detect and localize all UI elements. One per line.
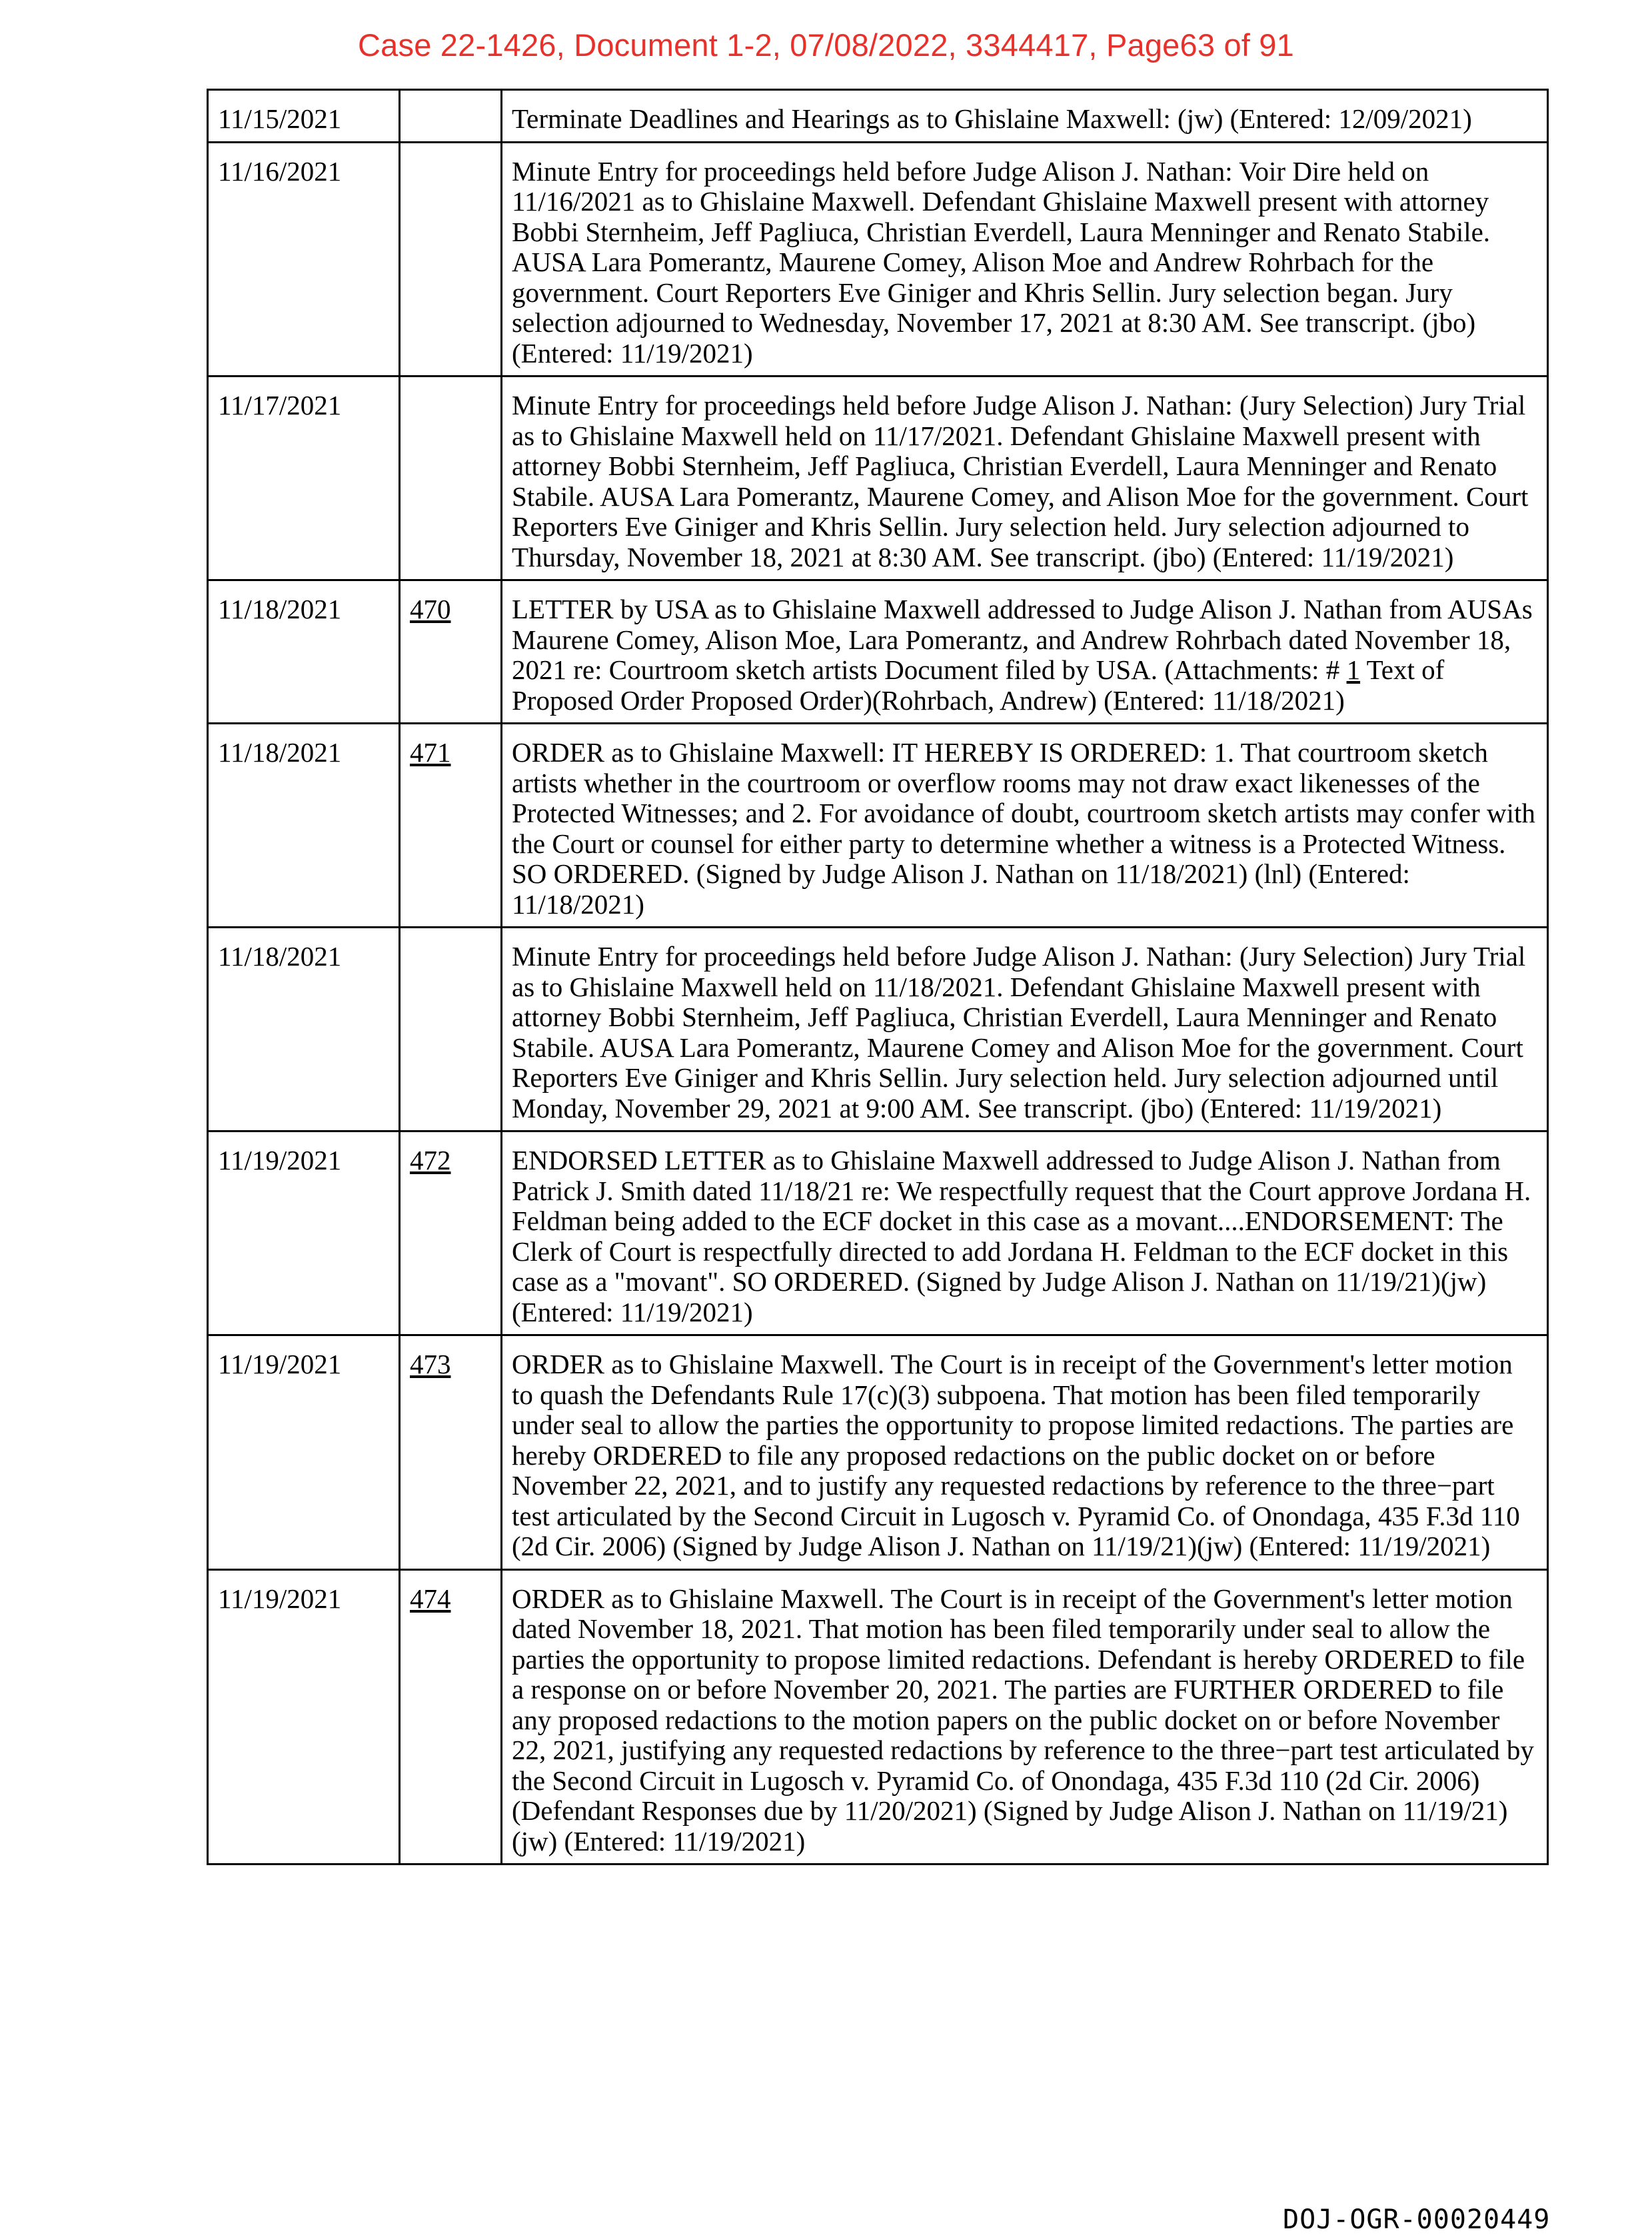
entry-number bbox=[400, 376, 502, 580]
document-link-470[interactable]: 470 bbox=[410, 594, 451, 624]
entry-number bbox=[400, 142, 502, 376]
entry-date: 11/18/2021 bbox=[208, 580, 400, 724]
entry-date: 11/18/2021 bbox=[208, 928, 400, 1131]
entry-date: 11/15/2021 bbox=[208, 90, 400, 143]
entry-text: ORDER as to Ghislaine Maxwell: IT HEREBY IS ORDERED: 1. That courtroom sketch artists whether in the courtroom or overflow rooms may not draw exact likenesses of the Protected Witnesses; and 2. For avoidance of doubt, courtroom sketch artists may confer with the Court or counsel for either party to determine whether a witness is a Protected Witness. SO ORDERED. (Signed by Judge Alison J. Nathan on 11/18/2021) (lnl) (Entered: 11/18/2021) bbox=[502, 724, 1548, 928]
entry-text-part: LETTER by USA as to Ghislaine Maxwell addressed to Judge Alison J. Nathan from AUSAs Maurene Comey, Alison Moe, Lara Pomerantz, and Andrew Rohrbach dated November 18, 2021 re: Courtroom sketch artists Document filed by USA. (Attachments: # bbox=[512, 594, 1533, 685]
docket-entry-row bbox=[208, 1569, 1548, 1864]
entry-text bbox=[502, 580, 1548, 724]
entry-date: 11/16/2021 bbox=[208, 142, 400, 376]
docket-entry-row bbox=[208, 928, 1548, 1131]
entry-number bbox=[400, 580, 502, 724]
entry-date: 11/19/2021 bbox=[208, 1569, 400, 1864]
entry-text: ENDORSED LETTER as to Ghislaine Maxwell addressed to Judge Alison J. Nathan from Patrick J. Smith dated 11/18/21 re: We respectfully request that the Court approve Jordana H. Feldman being added to the ECF docket in this case as a movant....ENDORSEMENT: The Clerk of Court is respectfully directed to add Jordana H. Feldman to the ECF docket in this case as a "movant". SO ORDERED. (Signed by Judge Alison J. Nathan on 11/19/21)(jw) (Entered: 11/19/2021) bbox=[502, 1131, 1548, 1335]
entry-date: 11/17/2021 bbox=[208, 376, 400, 580]
docket-entry-row bbox=[208, 1131, 1548, 1335]
docket-entry-row bbox=[208, 1335, 1548, 1570]
docket-table bbox=[207, 89, 1549, 1865]
entry-number bbox=[400, 1569, 502, 1864]
docket-entry-row bbox=[208, 142, 1548, 376]
document-link-473[interactable]: 473 bbox=[410, 1349, 451, 1379]
case-header: Case 22-1426, Document 1-2, 07/08/2022, 3344417, Page63 of 91 bbox=[358, 27, 1294, 63]
entry-number bbox=[400, 1335, 502, 1570]
entry-date: 11/18/2021 bbox=[208, 724, 400, 928]
entry-text-part: Text of Proposed Order Proposed Order)(Rohrbach, Andrew) (Entered: 11/18/2021) bbox=[512, 654, 1445, 716]
document-link-472[interactable]: 472 bbox=[410, 1145, 451, 1175]
docket-entry-row bbox=[208, 90, 1548, 143]
docket-entry-row bbox=[208, 724, 1548, 928]
entry-number bbox=[400, 724, 502, 928]
attachment-link-1[interactable]: 1 bbox=[1346, 654, 1361, 685]
entry-number bbox=[400, 928, 502, 1131]
entry-text: Minute Entry for proceedings held before Judge Alison J. Nathan: (Jury Selection) Jury Trial as to Ghislaine Maxwell held on 11/17/2021. Defendant Ghislaine Maxwell present with attorney Bobbi Sternheim, Jeff Pagliuca, Christian Everdell, Laura Menninger and Renato Stabile. AUSA Lara Pomerantz, Maurene Comey, and Alison Moe for the government. Court Reporters Eve Giniger and Khris Sellin. Jury selection held. Jury selection adjourned to Thursday, November 18, 2021 at 8:30 AM. See transcript. (jbo) (Entered: 11/19/2021) bbox=[502, 376, 1548, 580]
entry-text: Minute Entry for proceedings held before Judge Alison J. Nathan: Voir Dire held on 11/16/2021 as to Ghislaine Maxwell. Defendant Ghislaine Maxwell present with attorney Bobbi Sternheim, Jeff Pagliuca, Christian Everdell, Laura Menninger and Renato Stabile. AUSA Lara Pomerantz, Maurene Comey, Alison Moe and Andrew Rohrbach for the government. Court Reporters Eve Giniger and Khris Sellin. Jury selection began. Jury selection adjourned to Wednesday, November 17, 2021 at 8:30 AM. See transcript. (jbo) (Entered: 11/19/2021) bbox=[502, 142, 1548, 376]
entry-text: Minute Entry for proceedings held before Judge Alison J. Nathan: (Jury Selection) Jury Trial as to Ghislaine Maxwell held on 11/18/2021. Defendant Ghislaine Maxwell present with attorney Bobbi Sternheim, Jeff Pagliuca, Christian Everdell, Laura Menninger and Renato Stabile. AUSA Lara Pomerantz, Maurene Comey and Alison Moe for the government. Court Reporters Eve Giniger and Khris Sellin. Jury selection held. Jury selection adjourned until Monday, November 29, 2021 at 9:00 AM. See transcript. (jbo) (Entered: 11/19/2021) bbox=[502, 928, 1548, 1131]
docket-entry-row bbox=[208, 376, 1548, 580]
entry-text: ORDER as to Ghislaine Maxwell. The Court is in receipt of the Government's letter motion dated November 18, 2021. That motion has been filed temporarily under seal to allow the parties the opportunity to propose limited redactions. Defendant is hereby ORDERED to file a response on or before November 20, 2021. The parties are FURTHER ORDERED to file any proposed redactions to the motion papers on the public docket on or before November 22, 2021, justifying any requested redactions by reference to the three−part test articulated by the Second Circuit in Lugosch v. Pyramid Co. of Onondaga, 435 F.3d 110 (2d Cir. 2006) (Defendant Responses due by 11/20/2021) (Signed by Judge Alison J. Nathan on 11/19/21)(jw) (Entered: 11/19/2021) bbox=[502, 1569, 1548, 1864]
bates-number: DOJ-OGR-00020449 bbox=[1283, 2204, 1551, 2235]
entry-number bbox=[400, 90, 502, 143]
entry-date: 11/19/2021 bbox=[208, 1335, 400, 1570]
document-link-474[interactable]: 474 bbox=[410, 1583, 451, 1614]
entry-text: ORDER as to Ghislaine Maxwell. The Court is in receipt of the Government's letter motion to quash the Defendants Rule 17(c)(3) subpoena. That motion has been filed temporarily under seal to allow the parties the opportunity to propose limited redactions. The parties are hereby ORDERED to file any proposed redactions on the public docket on or before November 22, 2021, and to justify any requested redactions by reference to the three−part test articulated by the Second Circuit in Lugosch v. Pyramid Co. of Onondaga, 435 F.3d 110 (2d Cir. 2006) (Signed by Judge Alison J. Nathan on 11/19/21)(jw) (Entered: 11/19/2021) bbox=[502, 1335, 1548, 1570]
docket-entry-row bbox=[208, 580, 1548, 724]
entry-date: 11/19/2021 bbox=[208, 1131, 400, 1335]
document-link-471[interactable]: 471 bbox=[410, 737, 451, 768]
entry-number bbox=[400, 1131, 502, 1335]
entry-text: Terminate Deadlines and Hearings as to Ghislaine Maxwell: (jw) (Entered: 12/09/2021) bbox=[502, 90, 1548, 143]
